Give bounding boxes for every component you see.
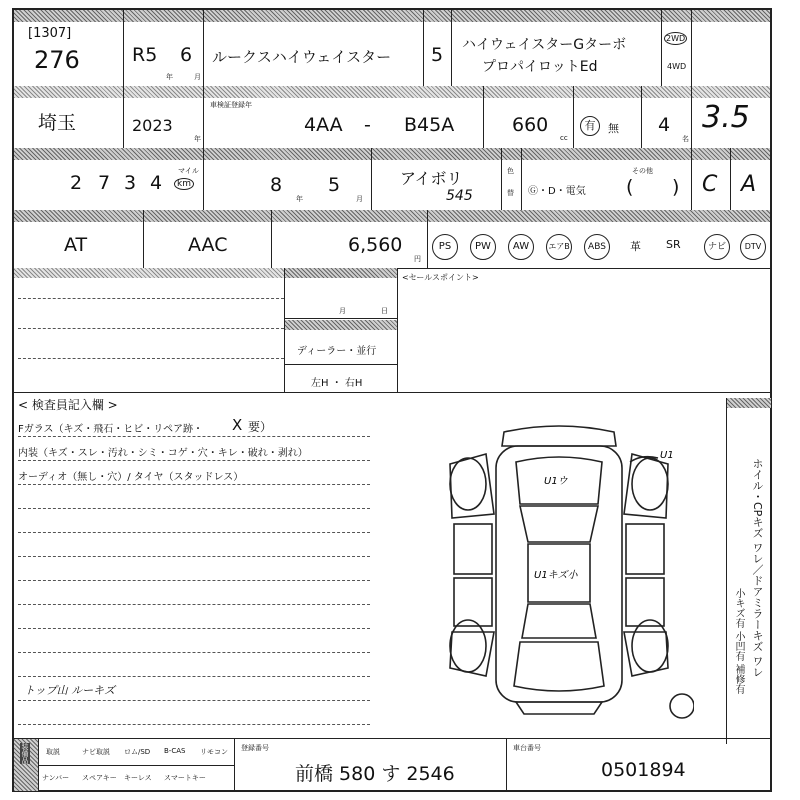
- chassis-number: 0501894: [601, 759, 686, 781]
- cc-unit: cc: [560, 134, 568, 142]
- first-reg-unit: 年: [194, 135, 201, 143]
- acc-smart-key: スマートキー: [164, 774, 206, 782]
- footer-stamp-label: 装備品: [21, 743, 29, 764]
- grade-line2: プロパイロットEd: [482, 59, 598, 75]
- drive-4wd: 4WD: [667, 62, 687, 71]
- drive-2wd: 2WD: [666, 34, 686, 43]
- acc-manual: 取説: [46, 748, 60, 756]
- option-navi: ナビ: [704, 234, 730, 260]
- date-day-label: 日: [381, 307, 388, 315]
- inspector-line2: 内装（キズ・スレ・汚れ・シミ・コゲ・穴・キレ・破れ・剥れ）: [18, 448, 308, 459]
- car-front-bumper: [516, 702, 602, 714]
- drive-cell: [662, 10, 692, 86]
- option-dtv: DTV: [740, 234, 766, 260]
- grade-cell: [452, 10, 662, 86]
- footer: [14, 738, 770, 791]
- mile-unit: マイル: [178, 167, 199, 175]
- plate-cell: [234, 739, 507, 791]
- other-paren-open: (: [626, 176, 634, 198]
- other-paren-close: ): [672, 176, 680, 198]
- acc-rom-sd: ロム/SD: [124, 748, 151, 756]
- seats: 4: [658, 114, 671, 136]
- diagram-mark-top: U1: [660, 450, 674, 461]
- options-cell: [428, 210, 770, 268]
- recycle-no: 無: [608, 122, 619, 135]
- score: 3.5: [702, 100, 750, 135]
- model-sep: -: [364, 114, 371, 136]
- inspection-day: 5: [328, 174, 341, 196]
- chassis-cell: [506, 739, 771, 791]
- door-rear-right: [626, 578, 664, 626]
- car-windshield: [520, 506, 598, 542]
- model-code: B45A: [404, 114, 455, 136]
- option-abs: ABS: [584, 234, 610, 260]
- wheel-front-right: [632, 458, 668, 510]
- recycle-yes: 有: [580, 116, 600, 136]
- option-aw: AW: [508, 234, 534, 260]
- inspection-month: 8: [270, 174, 283, 196]
- price-unit: 円: [414, 255, 421, 263]
- color-name: アイボリ: [400, 169, 463, 188]
- inspection-cell: [204, 148, 372, 210]
- acc-bcas: B-CAS: [164, 747, 186, 755]
- model-year-era: R5: [132, 44, 158, 66]
- exterior-grade: A: [741, 172, 757, 197]
- lot-cell: [14, 10, 124, 86]
- inspector-line3: オーディオ（無し・穴）/ タイヤ（スタッドレス）: [18, 472, 244, 483]
- color-cell: [372, 148, 502, 210]
- wheel-front-left: [450, 458, 486, 510]
- car-trunk: [514, 642, 604, 691]
- other-label: その他: [632, 167, 653, 175]
- color-label-bottom: 替: [507, 189, 514, 197]
- acc-remote: リモコン: [200, 748, 228, 756]
- transmission: AT: [64, 234, 88, 256]
- acc-spare-key: スペアキー: [82, 774, 117, 782]
- wheel-rear-left: [450, 620, 486, 672]
- price: 6,560: [348, 234, 403, 256]
- car-name-cell: [204, 10, 424, 86]
- option-airbag: エアB: [546, 234, 572, 260]
- diagram-mark-hood: U1ウ: [544, 476, 568, 487]
- car-name: ルークスハイウェイスター: [212, 48, 392, 66]
- doors-cell: [424, 10, 452, 86]
- option-sr: SR: [666, 238, 681, 251]
- inspection-tsuki: 月: [356, 195, 363, 203]
- row-equipment: [14, 210, 770, 269]
- acc-keyless: キーレス: [124, 774, 152, 782]
- inspector-title: < 検査員記入欄 >: [18, 398, 118, 412]
- inspector-line1-end: 要）: [248, 420, 273, 434]
- interior-grade: C: [702, 172, 718, 197]
- lot-number: 276: [34, 46, 80, 74]
- model-prefix: 4AA: [304, 114, 343, 136]
- fuel-cell: [522, 148, 692, 210]
- km-unit: km: [174, 178, 194, 190]
- accessories-grid: [38, 739, 234, 791]
- side-note-col1: ホイル・CPキズ ワレ／ドアミラーキズ ワレ: [751, 458, 764, 678]
- score-header-cell: [692, 10, 770, 86]
- grade-line1: ハイウェイスターGターボ: [462, 37, 627, 53]
- tsuki-label: 月: [194, 73, 201, 81]
- inspection-nen: 年: [296, 195, 303, 203]
- row-salespoint: [14, 268, 770, 393]
- aircon: AAC: [188, 234, 228, 256]
- mileage-digit-3: 7: [98, 172, 111, 194]
- option-ps: PS: [432, 234, 458, 260]
- lot-code: [1307]: [28, 26, 72, 41]
- option-leather: 革: [630, 240, 641, 253]
- spare-tire-circle: [670, 694, 694, 718]
- inspector-line1: Fガラス（キズ・飛石・ヒビ・リペア跡・: [18, 424, 204, 435]
- nen-label: 年: [166, 73, 173, 81]
- first-reg-note: 車検証登録年: [210, 101, 252, 109]
- fender-rear-left: [450, 632, 494, 676]
- color-label-top: 色: [507, 167, 514, 175]
- model-year-cell: [124, 10, 204, 86]
- seats-unit: 名: [682, 135, 689, 143]
- color-code: 545: [446, 188, 473, 204]
- car-rear-window: [522, 604, 596, 638]
- inspector-handwritten: トップ山 ルーキズ: [24, 684, 115, 697]
- row-registration: [14, 86, 770, 149]
- date-dealer-box: [284, 268, 398, 392]
- steering: 左H ・ 右H: [311, 378, 363, 389]
- doors: 5: [431, 44, 444, 66]
- plate-number: 前橋 580 す 2546: [295, 763, 455, 785]
- chassis-label: 車台番号: [513, 744, 541, 752]
- car-roof-spoiler: [502, 426, 616, 446]
- sale-point-label: <セールスポイント>: [402, 273, 479, 282]
- model-year-month: 6: [180, 44, 193, 66]
- row-vehicle: [14, 10, 770, 87]
- mileage-cell: [14, 148, 204, 210]
- diagram-mark-roof: U1キズ小: [534, 570, 578, 581]
- footer-stamp: [14, 739, 39, 791]
- displacement: 660: [512, 114, 549, 136]
- dealer: ディーラー・並行: [297, 346, 377, 357]
- plate-label: 登録番号: [241, 744, 269, 752]
- door-front-right: [626, 524, 664, 574]
- side-note-col2: 小キズ有 小凹有 補修有: [733, 588, 744, 695]
- door-front-left: [454, 524, 492, 574]
- door-rear-left: [454, 578, 492, 626]
- row-mileage: [14, 148, 770, 211]
- region: 埼玉: [38, 112, 77, 134]
- side-notes-box: [726, 398, 771, 744]
- first-reg-year: 2023: [132, 116, 173, 135]
- fuel: Ⓖ・D・電気: [528, 186, 586, 197]
- mileage-digit-5: 4: [150, 172, 163, 194]
- inspector-line1-mark: X: [232, 416, 243, 434]
- acc-navi-manual: ナビ取説: [82, 748, 110, 756]
- auction-sheet: [12, 8, 772, 792]
- mileage-digit-4: 3: [124, 172, 137, 194]
- option-pw: PW: [470, 234, 496, 260]
- car-diagram: [424, 414, 694, 724]
- acc-number: ナンバー: [42, 774, 70, 782]
- fender-rear-right: [624, 632, 668, 676]
- inspector-area: [14, 392, 770, 738]
- mileage-digit-2: 2: [70, 172, 83, 194]
- wheel-rear-right: [632, 620, 668, 672]
- date-month-label: 月: [339, 307, 346, 315]
